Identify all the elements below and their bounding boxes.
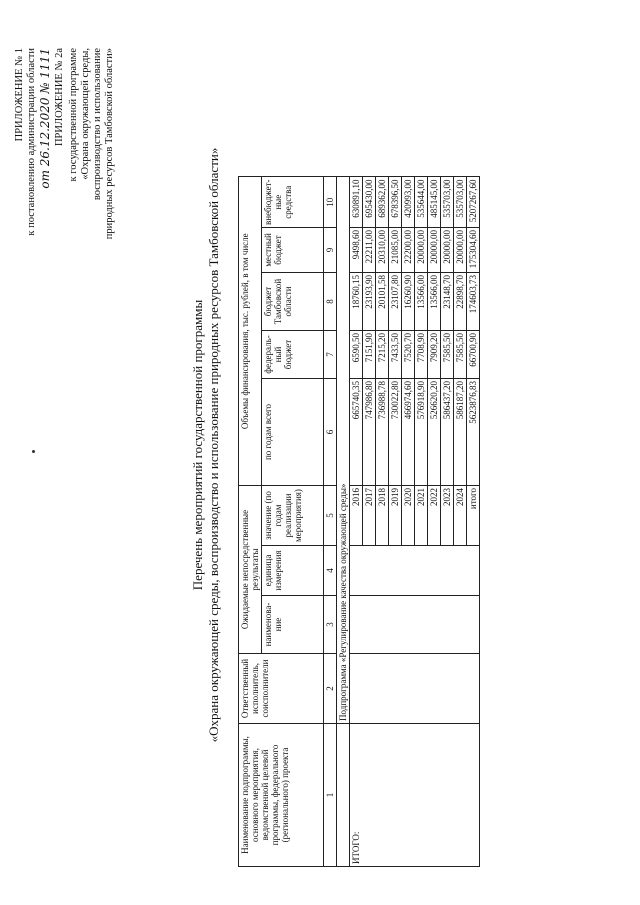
local-cell: 22200,00 — [402, 228, 415, 273]
local-cell: 20310,00 — [376, 228, 389, 273]
header-finance-group: Объемы финансирования, тыс. рублей, в том числе — [239, 177, 262, 486]
year-cell: 2023 — [441, 486, 454, 546]
regional-cell: 16260,90 — [402, 273, 415, 331]
extra-cell: 689362,00 — [376, 177, 389, 228]
header-local: местный бюджет — [262, 228, 324, 273]
decree-line: к постановлению администрации области — [26, 48, 37, 236]
total-cell: 466974,60 — [402, 379, 415, 486]
col-number: 9 — [324, 228, 337, 273]
total-cell: 526620,20 — [428, 379, 441, 486]
year-cell: 2016 — [350, 486, 363, 546]
federal-cell: 7433,50 — [389, 331, 402, 379]
program-ref-line-4: природных ресурсов Тамбовской области» — [104, 48, 115, 240]
header-responsible: Ответственный исполнитель, соисполнители — [239, 654, 324, 724]
scan-speck — [32, 450, 35, 453]
federal-cell: 7215,20 — [376, 331, 389, 379]
local-cell: 20000,00 — [454, 228, 467, 273]
header-extra: внебюджет-ные средства — [262, 177, 324, 228]
extra-cell: 535644,00 — [415, 177, 428, 228]
regional-cell: 18760,15 — [350, 273, 363, 331]
local-cell: 22211,00 — [363, 228, 376, 273]
federal-cell: 7708,90 — [415, 331, 428, 379]
program-ref-line-1: к государственной программе — [68, 48, 79, 182]
regional-cell: 13566,00 — [428, 273, 441, 331]
header-name: Наименование подпрограммы, основного мероприятия, ведомственной целевой программы, федерального (регионального) проекта — [239, 724, 324, 867]
extra-cell: 695430,00 — [363, 177, 376, 228]
year-cell: 2024 — [454, 486, 467, 546]
col-number: 5 — [324, 486, 337, 546]
col-number: 8 — [324, 273, 337, 331]
year-cell: 2018 — [376, 486, 389, 546]
local-cell: 20000,00 — [441, 228, 454, 273]
grand-federal-cell: 66700,90 — [467, 331, 480, 379]
col-number: 4 — [324, 546, 337, 596]
year-cell: 2017 — [363, 486, 376, 546]
table-header-row-1 — [239, 177, 262, 867]
col-number: 3 — [324, 596, 337, 654]
grand-regional-cell: 174603,73 — [467, 273, 480, 331]
grand-extra-cell: 5207267,60 — [467, 177, 480, 228]
extra-cell: 630891,10 — [350, 177, 363, 228]
year-cell: 2022 — [428, 486, 441, 546]
table-row — [350, 177, 363, 867]
col-number: 10 — [324, 177, 337, 228]
column-number-row — [324, 177, 337, 867]
subprogram-row — [337, 177, 350, 867]
header-by-years: по годам всего — [262, 379, 324, 486]
year-cell: 2020 — [402, 486, 415, 546]
regional-cell: 23107,80 — [389, 273, 402, 331]
header-results-group: Ожидаемые непосредственные результаты — [239, 486, 262, 654]
federal-cell: 7909,20 — [428, 331, 441, 379]
year-cell: 2021 — [415, 486, 428, 546]
total-cell: 576918,90 — [415, 379, 428, 486]
federal-cell: 7151,90 — [363, 331, 376, 379]
program-ref-line-2: «Охрана окружающей среды, — [80, 48, 91, 180]
federal-cell: 6590,50 — [350, 331, 363, 379]
local-cell: 9498,60 — [350, 228, 363, 273]
grand-total-cell: 5623876,83 — [467, 379, 480, 486]
extra-cell: 420993,00 — [402, 177, 415, 228]
federal-cell: 7520,70 — [402, 331, 415, 379]
extra-cell: 485145,00 — [428, 177, 441, 228]
regional-cell: 23148,70 — [441, 273, 454, 331]
header-federal: федераль-ный бюджет — [262, 331, 324, 379]
regional-cell: 23193,90 — [363, 273, 376, 331]
grand-local-cell: 175304,60 — [467, 228, 480, 273]
col-number: 7 — [324, 331, 337, 379]
header-regional: бюджет Тамбовской области — [262, 273, 324, 331]
appendix-1-label: ПРИЛОЖЕНИЕ № 1 — [14, 48, 25, 142]
year-cell: 2019 — [389, 486, 402, 546]
appendix-2-label: ПРИЛОЖЕНИЕ № 2а — [54, 48, 65, 147]
total-cell: 747986,80 — [363, 379, 376, 486]
extra-cell: 535703,00 — [454, 177, 467, 228]
local-cell: 21085,00 — [389, 228, 402, 273]
col-number: 1 — [324, 724, 337, 867]
total-cell: 730022,80 — [389, 379, 402, 486]
total-cell: 736988,78 — [376, 379, 389, 486]
regional-cell: 22898,70 — [454, 273, 467, 331]
header-value: значение (по годам реализации мероприятия) — [262, 486, 324, 546]
extra-cell: 678396,50 — [389, 177, 402, 228]
total-cell: 665740,35 — [350, 379, 363, 486]
col-number: 6 — [324, 379, 337, 486]
federal-cell: 7585,50 — [454, 331, 467, 379]
decree-date-number: от 26.12.2020 № 1111 — [38, 48, 52, 189]
total-cell: 586187,20 — [454, 379, 467, 486]
subprogram-title: Подпрограмма «Регулирование качества окружающей среды» — [337, 177, 350, 724]
regional-cell: 13566,00 — [415, 273, 428, 331]
total-label: ИТОГО: — [350, 724, 480, 867]
local-cell: 20000,00 — [428, 228, 441, 273]
grand-total-label: итого — [467, 486, 480, 546]
total-cell: 586437,20 — [441, 379, 454, 486]
local-cell: 20000,00 — [415, 228, 428, 273]
extra-cell: 535703,00 — [441, 177, 454, 228]
federal-cell: 7585,50 — [441, 331, 454, 379]
header-result-name: наименова-ние — [262, 596, 324, 654]
regional-cell: 20101,58 — [376, 273, 389, 331]
document-title-line-1: Перечень мероприятий государственной программы — [190, 299, 205, 591]
program-ref-line-3: воспроизводство и использование — [92, 48, 103, 201]
col-number: 2 — [324, 654, 337, 724]
measures-table — [238, 176, 480, 867]
header-unit: единица измерения — [262, 546, 324, 596]
document-title-line-2: «Охрана окружающей среды, воспроизводство и использование природных ресурсов Тамбовской области» — [206, 147, 221, 743]
